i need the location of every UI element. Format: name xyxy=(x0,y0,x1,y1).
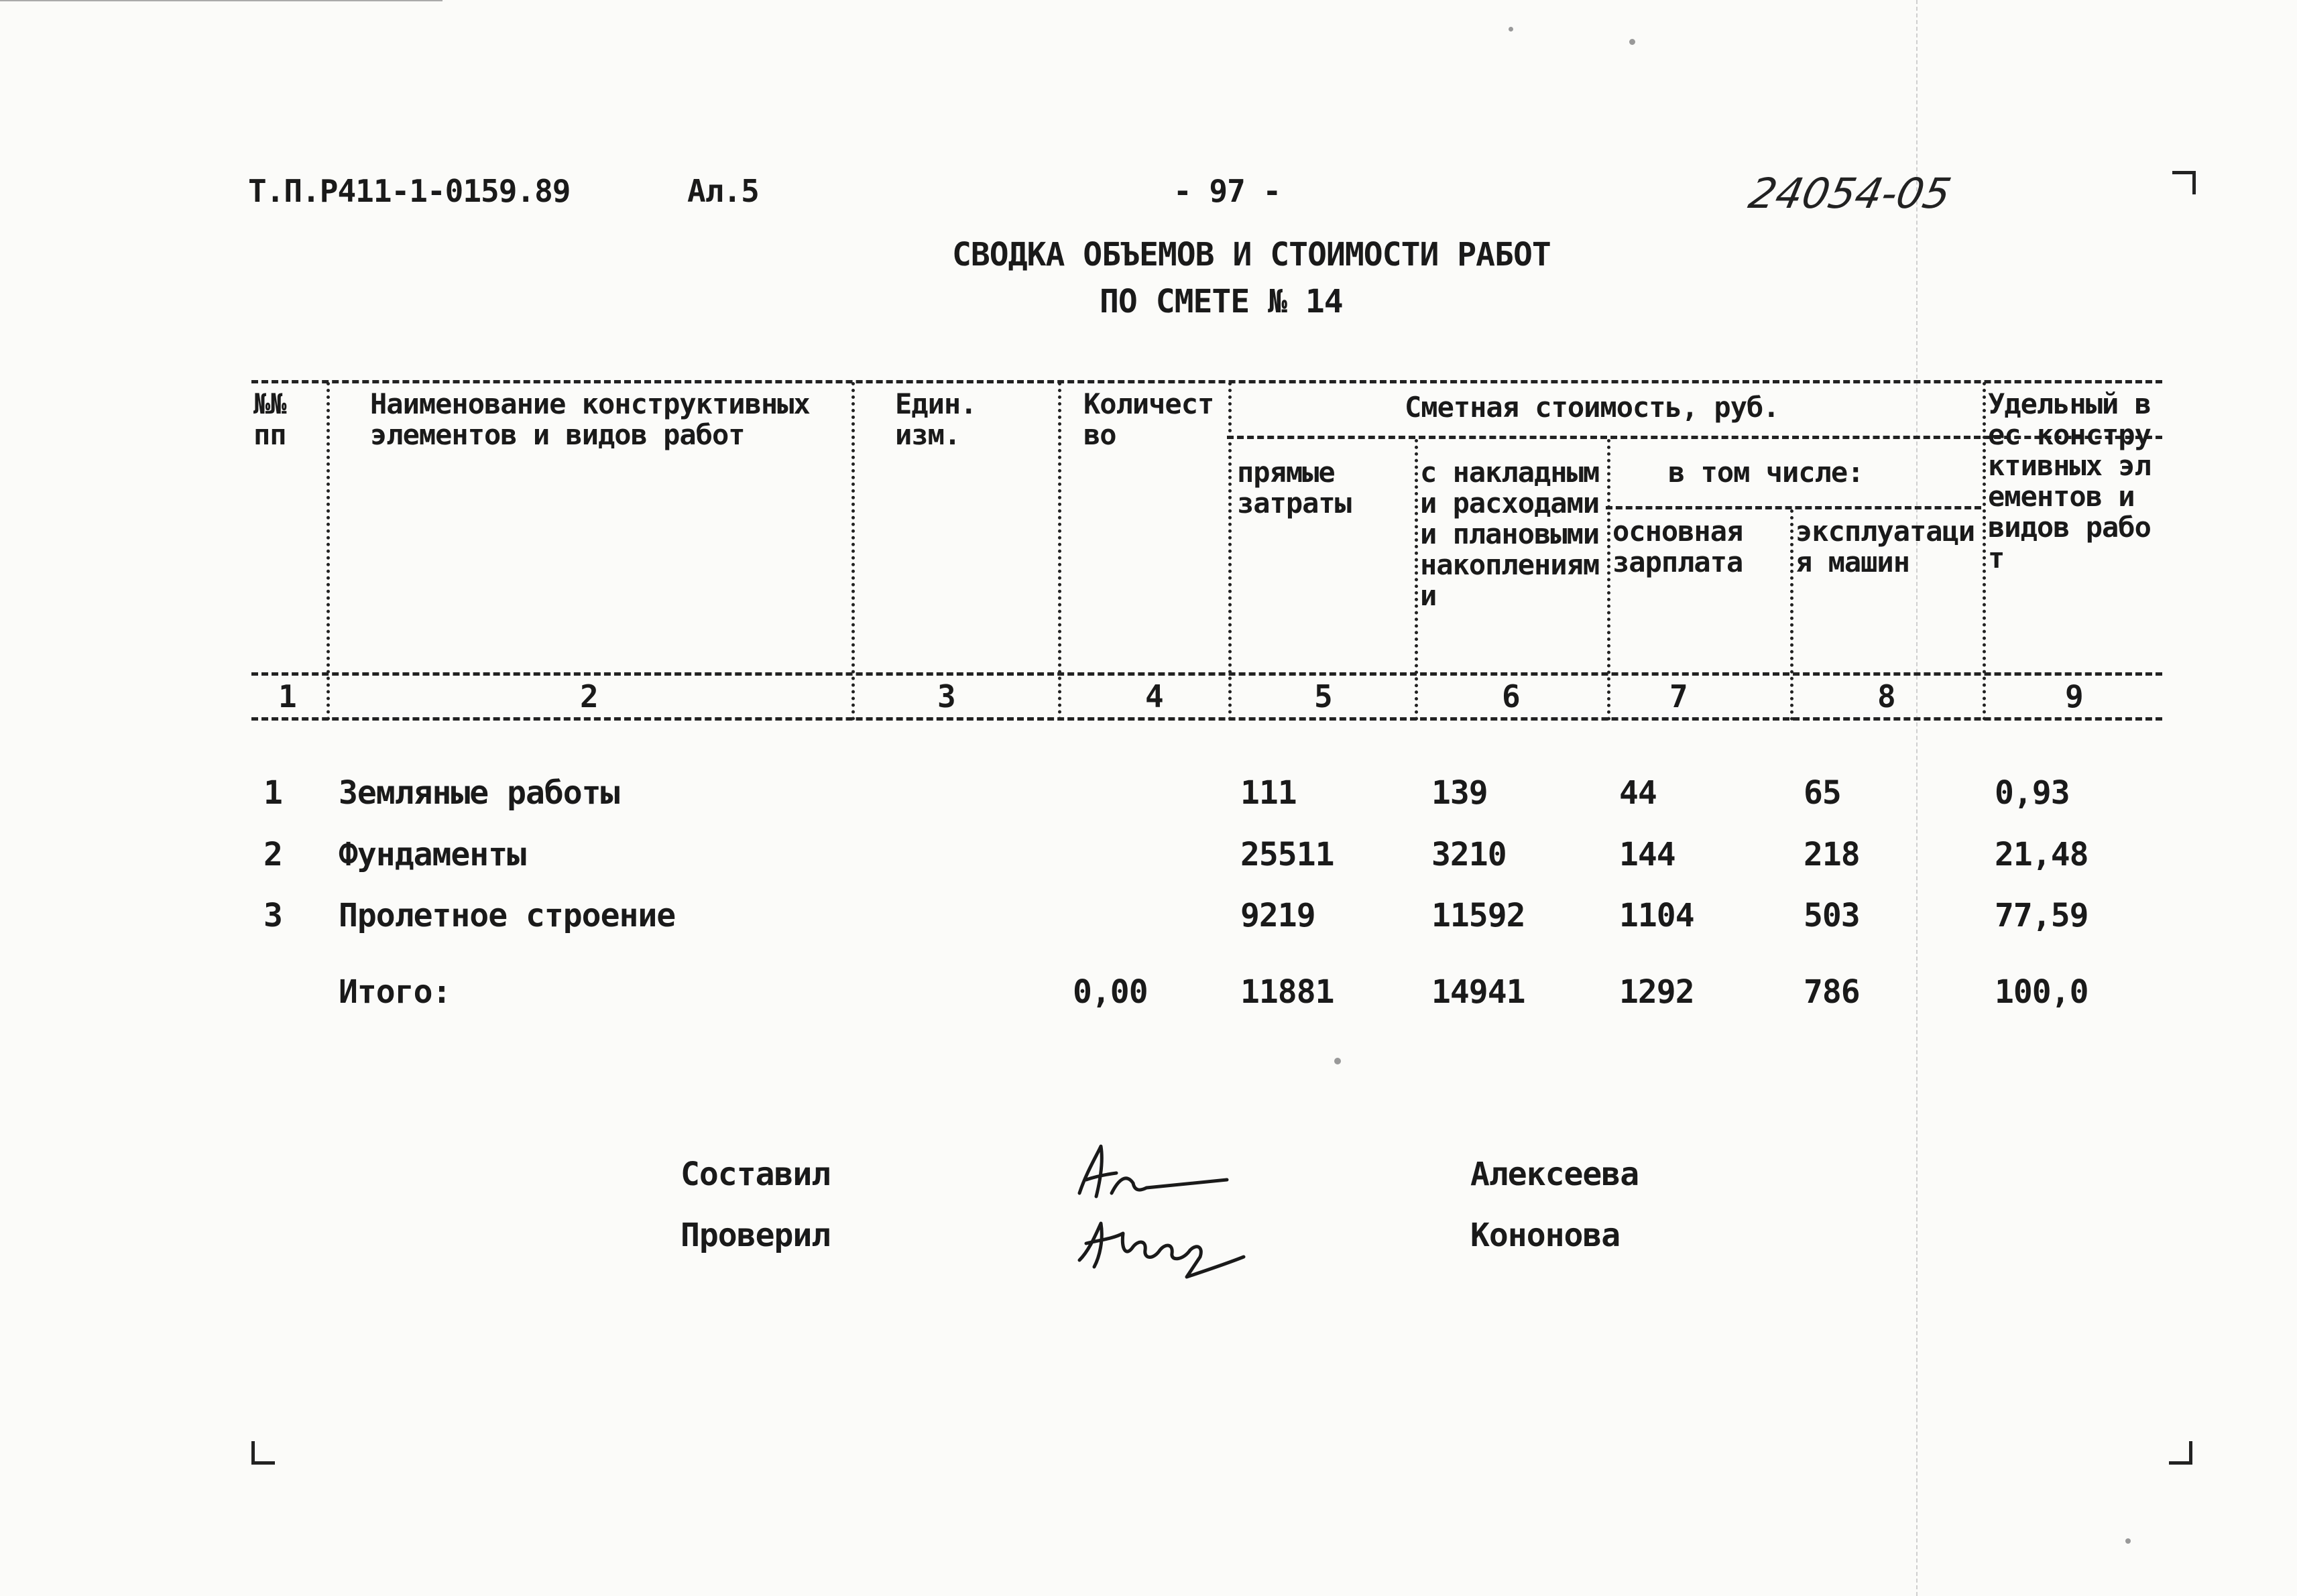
header-machine-operation: эксплуатация машин xyxy=(1795,515,1975,578)
total-direct-costs: 11881 xyxy=(1240,973,1334,1011)
column-divider xyxy=(327,382,330,721)
scan-speck xyxy=(1334,1058,1341,1064)
total-quantity: 0,00 xyxy=(1073,973,1148,1011)
checked-by-name: Кононова xyxy=(1470,1217,1621,1254)
compiled-by-label: Составил xyxy=(681,1156,831,1193)
column-number: 8 xyxy=(1877,678,1896,715)
header-unit: Един. изм. xyxy=(895,387,977,451)
header-including: в том числе: xyxy=(1668,456,1864,489)
total-with-overhead: 14941 xyxy=(1431,973,1525,1011)
row-machine-operation: 503 xyxy=(1804,897,1860,934)
checked-by-label: Проверил xyxy=(681,1217,831,1254)
total-label: Итого: xyxy=(339,973,451,1011)
row-item-name: Пролетное строение xyxy=(339,897,676,934)
column-number: 3 xyxy=(937,678,956,715)
row-number: 2 xyxy=(263,836,282,873)
header-quantity: Количество xyxy=(1083,387,1214,451)
header-item-name: Наименование конструктивных элементов и видов работ xyxy=(370,387,810,451)
row-item-name: Фундаменты xyxy=(339,836,526,873)
column-number: 9 xyxy=(2065,678,2084,715)
row-item-name: Земляные работы xyxy=(339,774,620,812)
subgroup-header-rule xyxy=(1606,506,1981,509)
column-divider xyxy=(1058,382,1061,721)
header-with-overhead: с накладными расходами и плановыми накоплениями xyxy=(1420,456,1600,612)
row-with-overhead: 3210 xyxy=(1431,836,1507,873)
scan-speck xyxy=(2125,1538,2131,1544)
row-with-overhead: 11592 xyxy=(1431,897,1525,934)
row-base-salary: 1104 xyxy=(1619,897,1694,934)
row-base-salary: 44 xyxy=(1619,774,1657,812)
corner-mark-top-right xyxy=(2172,171,2196,194)
total-specific-weight: 100,0 xyxy=(1995,973,2088,1011)
column-number-rule xyxy=(251,717,2162,721)
row-direct-costs: 9219 xyxy=(1240,897,1315,934)
column-number: 7 xyxy=(1669,678,1688,715)
column-divider xyxy=(851,382,855,721)
column-number: 4 xyxy=(1145,678,1164,715)
column-divider xyxy=(1415,439,1418,721)
compiled-by-name: Алексеева xyxy=(1470,1156,1639,1193)
row-specific-weight: 0,93 xyxy=(1995,774,2070,812)
column-number: 5 xyxy=(1314,678,1333,715)
header-row-number: №№ пп xyxy=(253,387,286,451)
album-label: Ал.5 xyxy=(687,173,759,209)
page-title: СВОДКА ОБЪЕМОВ И СТОИМОСТИ РАБОТ xyxy=(952,236,1551,273)
scan-speck xyxy=(1629,39,1635,45)
row-direct-costs: 111 xyxy=(1240,774,1297,812)
corner-mark-bottom-left xyxy=(251,1441,275,1465)
column-divider xyxy=(1228,382,1232,721)
handwritten-signatures xyxy=(1059,1133,1287,1294)
column-number: 2 xyxy=(580,678,599,715)
header-bottom-rule xyxy=(251,672,2162,676)
row-machine-operation: 218 xyxy=(1804,836,1860,873)
row-number: 1 xyxy=(263,774,282,812)
total-machine-operation: 786 xyxy=(1804,973,1860,1011)
header-estimated-cost: Сметная стоимость, руб. xyxy=(1405,391,1779,424)
row-direct-costs: 25511 xyxy=(1240,836,1334,873)
corner-mark-bottom-right xyxy=(2169,1441,2192,1465)
table-top-rule xyxy=(251,380,2162,383)
handwritten-stamp-number: 24054-05 xyxy=(1745,169,1956,218)
column-divider xyxy=(1790,509,1793,721)
row-number: 3 xyxy=(263,897,282,934)
fold-line xyxy=(1916,0,1918,1596)
column-number: 6 xyxy=(1502,678,1521,715)
page-number: - 97 - xyxy=(1173,173,1281,209)
row-specific-weight: 77,59 xyxy=(1995,897,2088,934)
total-base-salary: 1292 xyxy=(1619,973,1694,1011)
header-specific-weight: Удельный вес конструктивных элементов и видов работ xyxy=(1988,387,2151,574)
header-base-salary: основная зарплата xyxy=(1612,515,1743,578)
column-divider xyxy=(1983,382,1986,721)
row-machine-operation: 65 xyxy=(1804,774,1841,812)
row-base-salary: 144 xyxy=(1619,836,1675,873)
scan-edge-line xyxy=(0,0,443,1)
row-with-overhead: 139 xyxy=(1431,774,1488,812)
page-subtitle: ПО СМЕТЕ № 14 xyxy=(1100,283,1343,320)
column-divider xyxy=(1607,439,1610,721)
scan-speck xyxy=(1509,27,1513,32)
row-specific-weight: 21,48 xyxy=(1995,836,2088,873)
document-code: Т.П.Р411-1-0159.89 xyxy=(248,173,571,209)
column-number: 1 xyxy=(278,678,297,715)
header-direct-costs: прямые затраты xyxy=(1237,456,1352,519)
